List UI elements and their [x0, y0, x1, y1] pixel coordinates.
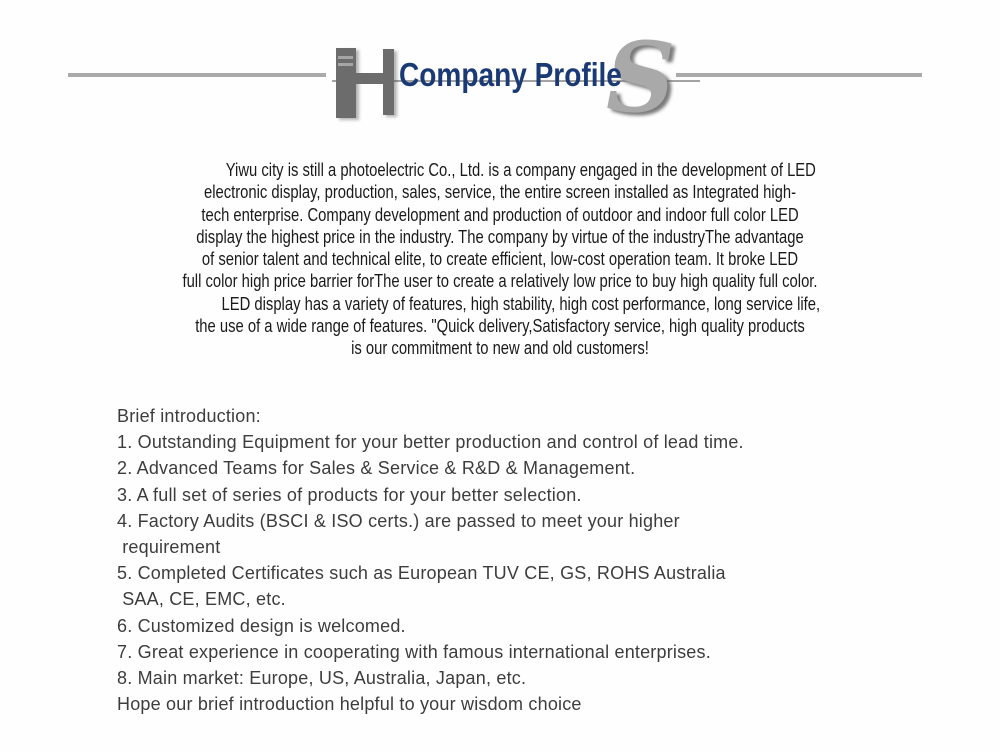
intro-list-item: 8. Main market: Europe, US, Australia, Japan, etc. [117, 668, 527, 689]
intro-list-item: 6. Customized design is welcomed. [117, 615, 406, 636]
intro-closing-line: Hope our brief introduction helpful to your wisdom choice [117, 694, 582, 715]
intro-list-item: 5. Completed Certificates such as European TUV CE, GS, ROHS Australia [117, 563, 726, 584]
description-line: display the highest price in the industry. The company by virtue of the industryThe advantage [196, 225, 804, 247]
h-highlight [338, 56, 353, 59]
description-line: full color high price barrier forThe user to create a relatively low price to buy high quality full color. [182, 270, 818, 292]
h-left-bar [336, 48, 356, 118]
company-description [128, 159, 872, 360]
description-line: Yiwu city is still a photoelectric Co., Ltd. is a company engaged in the development of LED [225, 159, 816, 180]
description-line: electronic display, production, sales, service, the entire screen installed as Integrated high- [203, 181, 797, 203]
intro-list-item: 4. Factory Audits (BSCI & ISO certs.) are passed to meet your higher [117, 510, 680, 531]
intro-list-item: 1. Outstanding Equipment for your better production and control of lead time. [117, 432, 744, 453]
h-right-bar [383, 49, 394, 115]
intro-list-item: 3. A full set of series of products for your better selection. [117, 484, 582, 505]
header-divider-left [68, 73, 326, 77]
description-line: of senior talent and technical elite, to create efficient, low-cost operation team. It broke LED [201, 248, 799, 270]
brief-introduction-heading: Brief introduction: [117, 406, 261, 426]
intro-list-item: 2. Advanced Teams for Sales & Service & R&D & Management. [117, 458, 636, 479]
description-line: LED display has a variety of features, high stability, high cost performance, long service life, [221, 292, 821, 314]
intro-list-item-wrap: requirement [117, 537, 221, 558]
description-line: the use of a wide range of features. "Quick delivery,Satisfactory service, high quality products [195, 315, 805, 337]
h-crossbar [354, 73, 384, 84]
logo-letter-s-icon: S [606, 21, 676, 134]
intro-list-item-wrap: SAA, CE, EMC, etc. [117, 589, 286, 610]
brief-introduction [117, 403, 744, 717]
intro-list-item: 7. Great experience in cooperating with famous international enterprises. [117, 641, 711, 662]
description-line: tech enterprise. Company development and production of outdoor and indoor full color LED [201, 203, 799, 225]
description-line: is our commitment to new and old customers! [351, 337, 649, 359]
page-title: Company Profile [399, 56, 622, 93]
h-highlight [338, 63, 353, 66]
header-divider-right [676, 73, 922, 77]
logo-letter-h-icon [336, 45, 396, 121]
